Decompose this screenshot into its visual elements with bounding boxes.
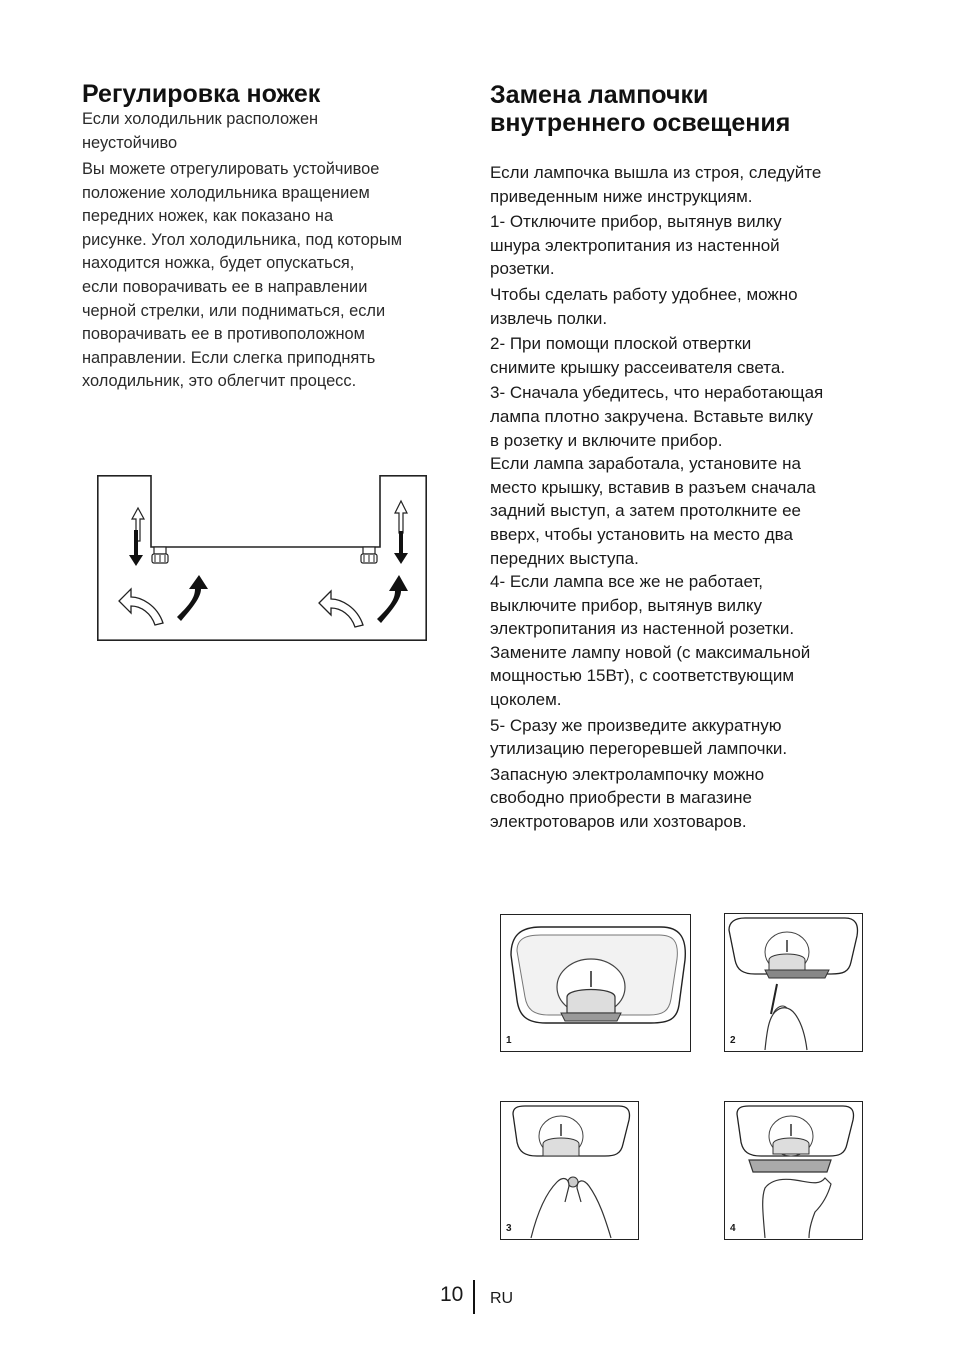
text-line: снимите крышку рассеивателя света. [490,357,786,377]
paragraph [490,161,823,208]
paragraph [490,283,823,330]
body-line: Вы можете отрегулировать устойчивое [82,160,380,178]
body-line: холодильник, это облегчит процесс. [82,372,357,391]
figure-number: 1 [506,1035,512,1046]
text-line: вверх, чтобы установить на место два [490,524,793,544]
left-heading: Регулировка ножек [82,80,321,108]
left-body [82,158,402,394]
text-line: извлечь полки. [490,308,608,328]
paragraph [490,763,823,834]
text-line: место крышку, вставив в разъем сначала [490,477,816,497]
text-line: электротоваров или хозтоваров. [490,812,747,832]
text-line: Запасную электролампочку можно [490,764,765,784]
figure-number: 2 [730,1035,736,1046]
text-line: лампа плотно закручена. Вставьте вилку [490,406,814,426]
text-line: 5- Сразу же произведите аккуратную [490,715,782,735]
text-line: 2- При помощи плоской отвертки [490,334,752,354]
paragraph [490,332,823,379]
figure-1 [500,914,691,1052]
right-body [490,161,823,834]
subtitle-line: Если холодильник расположен [82,110,319,128]
text-line: 3- Сначала убедитесь, что неработающая [490,383,824,403]
page-number: 10 [440,1283,464,1306]
body-line: рисунке. Угол холодильника, под которым [82,230,402,249]
body-line: черной стрелки, или подниматься, если [82,301,386,320]
figure-4 [724,1101,863,1240]
text-line: цоколем. [490,690,562,710]
feet-adjustment-illustration [97,475,427,641]
paragraph [490,381,823,711]
text-line: задний выступ, а затем протолкните ее [490,501,802,521]
paragraph [490,714,823,761]
figure-2 [724,913,863,1052]
text-line: мощностью 15Вт), с соответствующим [490,666,795,686]
text-line: в розетку и включите прибор. [490,430,723,450]
paragraph [490,210,823,281]
text-line: передних выступа. [490,548,639,568]
body-line: направлении. Если слегка приподнять [82,348,376,367]
text-line: выключите прибор, вытянув вилку [490,595,763,615]
subtitle-line: неустойчиво [82,133,178,152]
text-line: розетки. [490,259,555,279]
text-line: утилизацию перегоревшей лампочки. [490,739,788,759]
text-line: приведенным ниже инструкциям. [490,186,753,206]
text-line: 1- Отключите прибор, вытянув вилку [490,212,782,232]
text-line: электропитания из настенной розетки. [490,619,795,639]
footer-divider [473,1280,475,1314]
figure-number: 3 [506,1223,512,1234]
figure-3 [500,1101,639,1240]
body-line: поворачивать ее в противоположном [82,325,365,344]
left-subtitle [82,108,318,155]
right-heading [490,81,790,137]
figure-number: 4 [730,1223,736,1234]
body-line: положение холодильника вращением [82,183,370,202]
text-line: шнура электропитания из настенной [490,235,780,255]
text-line: Чтобы сделать работу удобнее, можно [490,284,798,304]
language-code: RU [490,1290,514,1307]
right-heading-line: Замена лампочки [490,81,709,109]
text-line: Если лампа заработала, установите на [490,454,801,474]
body-line: если поворачивать ее в направлении [82,277,368,296]
text-line: 4- Если лампа все же не работает, [490,572,763,592]
text-line: Если лампочка вышла из строя, следуйте [490,163,822,182]
right-heading-line: внутреннего освещения [490,109,791,137]
text-line: Замените лампу новой (с максимальной [490,642,811,662]
body-line: передних ножек, как показано на [82,207,334,226]
body-line: находится ножка, будет опускаться, [82,254,355,273]
text-line: свободно приобрести в магазине [490,788,752,808]
